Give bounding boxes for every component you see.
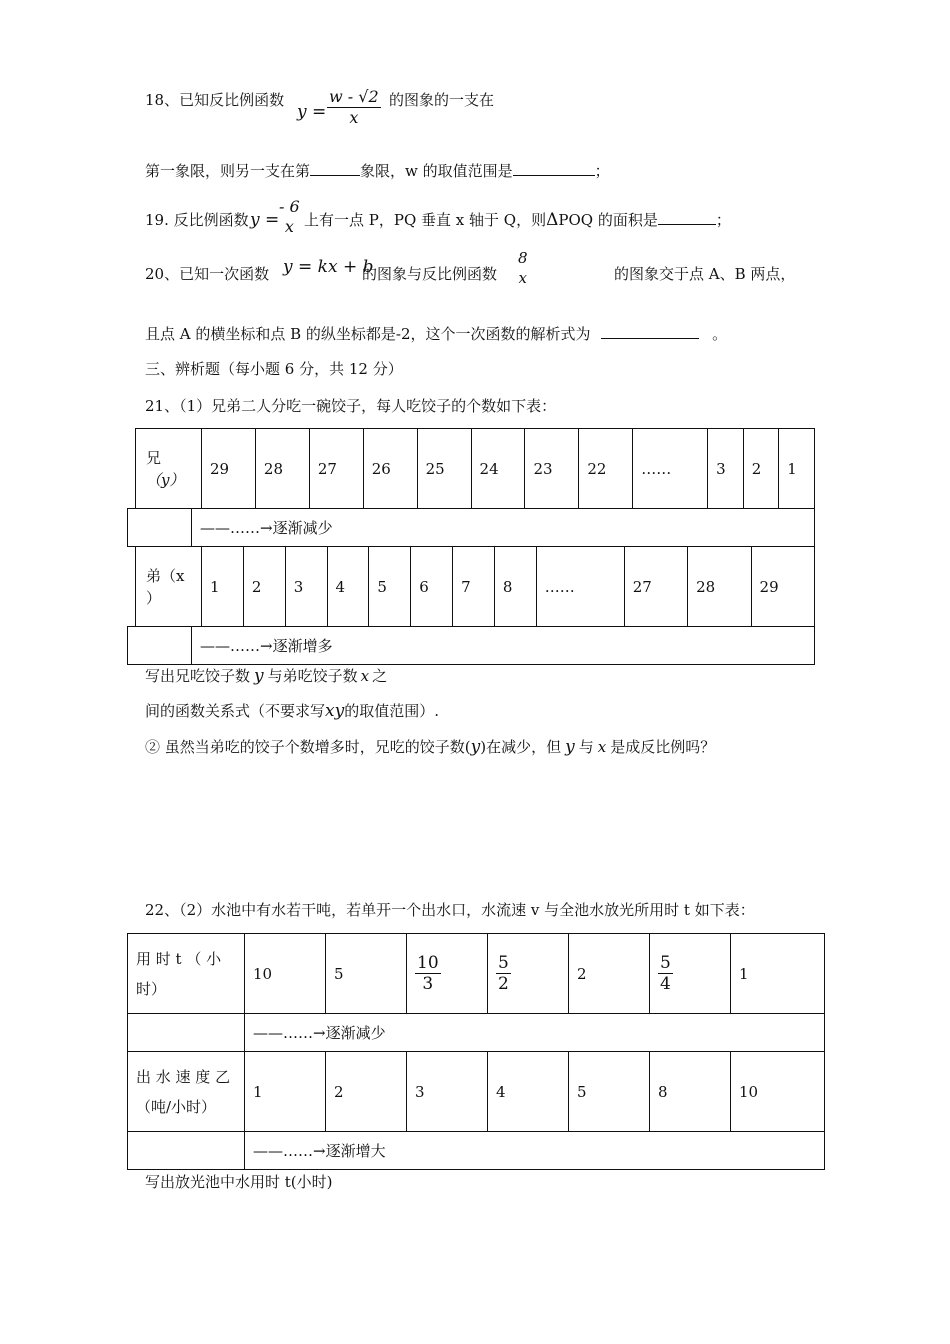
q20-line2 [145,324,727,344]
q22-row2-cell: 5 [569,1052,650,1132]
q19-delta: Δ [546,210,559,230]
q21-row2-cell: 7 [453,547,495,627]
q21-row1-cell: 26 [363,429,417,509]
q22-row2-cell: 1 [245,1052,326,1132]
q18-line2 [145,161,610,181]
q21-row2-cell: 6 [411,547,453,627]
q22-after: 写出放光池中水用时 t(小时) [145,1173,333,1191]
q21-row1-cell: 27 [309,429,363,509]
q18-numerator: w - √2 [329,87,379,106]
q22-row1-cell-frac: $\frac{5}{4}$ [650,934,731,1014]
q21-table-note1 [127,508,815,547]
q18-suffix: 的图象的一支在 [389,91,495,109]
q18-blank-quadrant[interactable] [310,161,360,176]
q21-note1-empty [128,509,192,547]
q21-row2-cell: 1 [202,547,244,627]
q18-line2a: 第一象限，则另一支在第 [145,162,311,180]
section3-heading: 三、辨析题（每小题 6 分，共 12 分） [145,360,403,378]
q20-suffix: 的图象交于点 A、B 两点， [614,265,796,283]
q21-row2-cell: 28 [688,547,751,627]
q21-row1-cell: 1 [779,429,815,509]
q21-row1-cell: 3 [708,429,744,509]
q20-line2-end: 。 [712,325,728,343]
q21-intro: 21、（1）兄弟二人分吃一碗饺子，每人吃饺子的个数如下表： [145,397,557,415]
q22-note2: ——……→逐渐增大 [245,1132,825,1170]
q21-row1-cell: 25 [417,429,471,509]
q21-row1-cell: 23 [525,429,579,509]
q18-fraction [327,87,381,128]
q18-y-eq: y = [297,102,327,122]
q19-tail: POQ 的面积是 [558,211,658,229]
q22-note1: ——……→逐渐减少 [245,1014,825,1052]
q22-table-row1 [127,933,825,1170]
q21-row1-cell: 22 [579,429,633,509]
q19-denominator: x [284,217,294,236]
q21-note2: ——……→逐渐增多 [192,627,815,665]
q22-row1-cell: 1 [731,934,825,1014]
q22-row2-cell: 2 [326,1052,407,1132]
q22-row2-cell: 3 [407,1052,488,1132]
q21-row2-cell: 3 [285,547,327,627]
q18-denominator: x [349,108,359,127]
q20-mid: 的图象与反比例函数 [362,265,498,283]
q22-row2-header: 出 水 速 度 乙 （吨/小时） [128,1052,245,1132]
q20-prefix: 20、已知一次函数 [145,265,270,283]
q20-blank-expr[interactable] [601,324,699,339]
q21-after1: 写出兄吃饺子数 y 与弟吃饺子数 x 之 [145,666,388,686]
q21-row1-header: 兄 （y） [136,429,202,509]
q20-line2-text: 且点 A 的横坐标和点 B 的纵坐标都是-2，这个一次函数的解析式为 [145,325,591,343]
q21-row2-cell: 29 [751,547,814,627]
q21-row2-cell: 8 [494,547,536,627]
q22-row1-cell: 5 [326,934,407,1014]
q20-denominator: x [518,269,527,287]
q20-formula: y = kx + b [283,257,374,277]
q21-note1: ——……→逐渐减少 [192,509,815,547]
q22-row1-cell-frac: $\frac{10}{3}$ [407,934,488,1014]
q21-row1-cell: 24 [471,429,525,509]
q20-numerator: 8 [518,249,528,267]
q21-table-note2 [127,626,815,665]
q21-note2-empty [128,627,192,665]
q22-row2-cell: 4 [488,1052,569,1132]
q19-end: ； [715,211,731,229]
q22-row2-cell: 10 [731,1052,825,1132]
q18-prefix: 18、已知反比例函数 [145,91,285,109]
q21-row1-cell: 28 [255,429,309,509]
q22-intro: 22、（2）水池中有水若干吨，若单开一个出水口，水流速 v 与全池水放光所用时 t 如下表： [145,901,755,919]
q18-line1 [145,90,284,110]
q22-row1-header: 用 时 t （ 小 时） [128,934,245,1014]
q21-row1-cell: …… [633,429,708,509]
q21-row2-cell: …… [536,547,624,627]
q22-note2-empty [128,1132,245,1170]
q19-fraction [277,197,302,237]
q21-after2: 间的函数关系式（不要求写xy的取值范围）. [145,701,439,721]
q21-row1-cell: 2 [743,429,779,509]
q21-row2-cell: 2 [243,547,285,627]
q18-line2b: 象限，w 的取值范围是 [360,162,513,180]
q21-table-row1 [135,428,815,509]
q22-note1-empty [128,1014,245,1052]
q19-mid: 上有一点 P，PQ 垂直 x 轴于 Q，则 [304,211,547,229]
q22-row1-cell: 2 [569,934,650,1014]
q19-rest [304,210,731,230]
q21-row2-cell: 4 [327,547,369,627]
q18-line2c: ； [594,162,610,180]
q21-row2-cell: 27 [624,547,687,627]
q19-blank-area[interactable] [658,210,716,225]
q20-fraction [516,248,530,288]
q21-part2: ② 虽然当弟吃的饺子个数增多时，兄吃的饺子数(y)在减少，但 y 与 x 是成反比例吗？ [145,737,716,757]
q19-prefix: 19. 反比例函数 [145,211,249,229]
q22-row2-cell: 8 [650,1052,731,1132]
q21-table-row2 [135,546,815,627]
q18-blank-range[interactable] [513,161,595,176]
q21-row1-cell: 29 [202,429,256,509]
q21-row2-header: 弟（x ） [136,547,202,627]
q19-y-eq: y = [250,210,280,230]
q22-row1-cell: 10 [245,934,326,1014]
q19-numerator: - 6 [279,197,300,216]
q21-row2-cell: 5 [369,547,411,627]
q22-row1-cell-frac: $\frac{5}{2}$ [488,934,569,1014]
